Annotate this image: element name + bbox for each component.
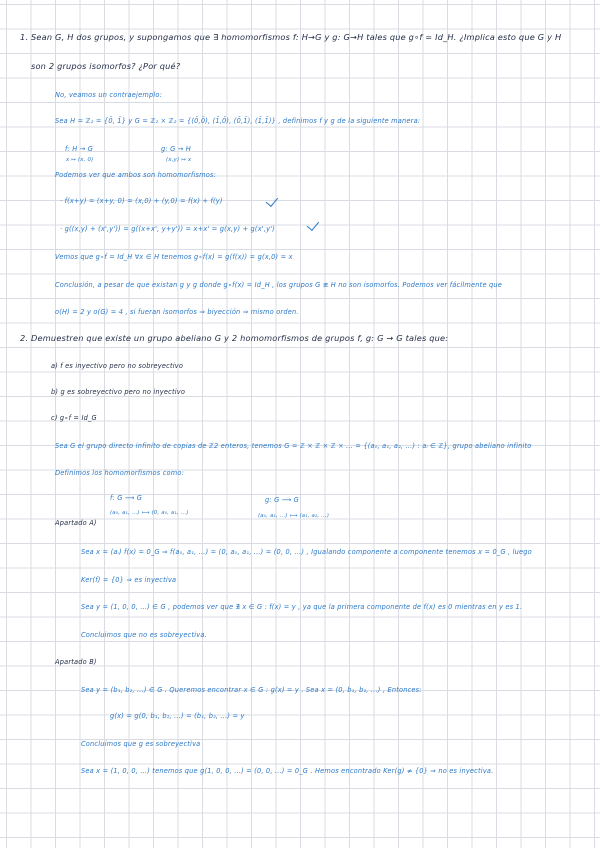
answer-line: Conclusión, a pesar de que existan g y g donde g∘f(x) = Id_H , los grupos G ≇ H no son isomorfos. Podemos ver fácilmente que — [55, 281, 503, 289]
answer-line: Sea y = (1, 0, 0, ...) ∈ G , podemos ver que ∄ x ∈ G : f(x) = y , ya que la primera componente de f(x) es 0 mientras en y es 1. — [81, 603, 523, 611]
answer-line: Vemos que g∘f = Id_H ∀x ∈ H tenemos g∘f(x) = g(f(x)) = g(x,0) = x — [55, 253, 293, 261]
answer-line: Concluimos que g es sobreyectiva — [81, 740, 201, 748]
answer-line: o(H) = 2 y o(G) = 4 , si fueran isomorfos ⇒ biyección ⇒ mismo orden. — [55, 308, 299, 316]
map-g-definition: g: G → H — [161, 145, 191, 153]
answer-line: · f(x+y) = (x+y, 0) = (x,0) + (y,0) = f(x) + f(y) — [60, 197, 223, 205]
map-f-rule: (a₀, a₁, ...) ⟼ (0, a₀, a₁, ...) — [110, 510, 189, 516]
exercise-2-item-a: a) f es inyectivo pero no sobreyectivo — [51, 362, 184, 370]
answer-line: Sea H = ℤ₂ = {0̄, 1̄} y G = ℤ₂ × ℤ₂ = {(0̄,0̄), (1̄,0̄), (0̄,1̄), (1̄,1̄)} , definimos f y g de la siguiente manera: — [55, 117, 421, 125]
answer-line: Ker(f) = {0} ⇒ es inyectiva — [81, 576, 177, 584]
answer-line: Definimos los homomorfismos como: — [55, 469, 185, 477]
checkmark-icon — [307, 218, 319, 231]
answer-line: Sea G el grupo directo infinito de copias de ℤ2 enteros, tenemos G = ℤ × ℤ × ℤ × ... = {(a₀, a₁, a₂, ...) : aᵢ ∈ ℤ}, grupo abeliano infinito — [55, 442, 532, 450]
answer-line: No, veamos un contraejemplo: — [55, 91, 163, 99]
checkmark-icon — [266, 194, 278, 207]
answer-line: Sea x = (aᵢ) f(x) = 0_G ⇒ f(a₀, a₁, ...) = (0, a₀, a₁, ...) = (0, 0, ...) , Igualando componente a componente tenemos x = 0_G , luego — [81, 548, 532, 556]
map-f-definition: f: H → G — [65, 145, 94, 153]
exercise-2-question-line: 2. Demuestren que existe un grupo abeliano G y 2 homomorfismos de grupos f, g: G → G tales que: — [20, 333, 449, 343]
exercise-2-item-c: c) g∘f = Id_G — [51, 414, 97, 422]
exercise-1-question-line-1: 1. Sean G, H dos grupos, y supongamos que ∃ homomorfismos f: H→G y g: G→H tales que g∘f = Id_H. ¿Implica esto que G y H — [20, 32, 562, 42]
answer-line: Sea y = (b₁, b₂, ...) ∈ G . Queremos encontrar x ∈ G : g(x) = y . Sea x = (0, b₁, b₂, ...) , Entonces: — [81, 686, 422, 694]
answer-line: · g((x,y) + (x',y')) = g((x+x', y+y')) = x+x' = g(x,y) + g(x',y') — [60, 225, 276, 233]
map-g-rule: (x,y) ↦ x — [166, 157, 192, 163]
exercise-1-question-line-2: son 2 grupos isomorfos? ¿Por qué? — [31, 61, 181, 71]
map-f-definition: f: G ⟶ G — [110, 494, 143, 502]
answer-line: Sea x = (1, 0, 0, ...) tenemos que g(1, 0, 0, ...) = (0, 0, ...) = 0_G . Hemos encontrado Ker(g) ≠ {0} ⇒ no es inyectiva. — [81, 767, 494, 775]
answer-line: Podemos ver que ambos son homomorfismos: — [55, 171, 217, 179]
answer-line: Concluimos que no es sobreyectiva. — [81, 631, 207, 639]
section-heading-a: Apartado A) — [55, 519, 97, 527]
map-f-rule: x ↦ (x, 0) — [66, 157, 94, 163]
map-g-rule: (a₀, a₁, ...) ⟼ (a₁, a₂, ...) — [258, 513, 330, 519]
exercise-2-item-b: b) g es sobreyectivo pero no inyectivo — [51, 388, 186, 396]
map-g-definition: g: G ⟶ G — [265, 496, 299, 504]
section-heading-b: Apartado B) — [55, 658, 97, 666]
answer-line: g(x) = g(0, b₁, b₂, ...) = (b₁, b₂, ...) = y — [110, 712, 245, 720]
